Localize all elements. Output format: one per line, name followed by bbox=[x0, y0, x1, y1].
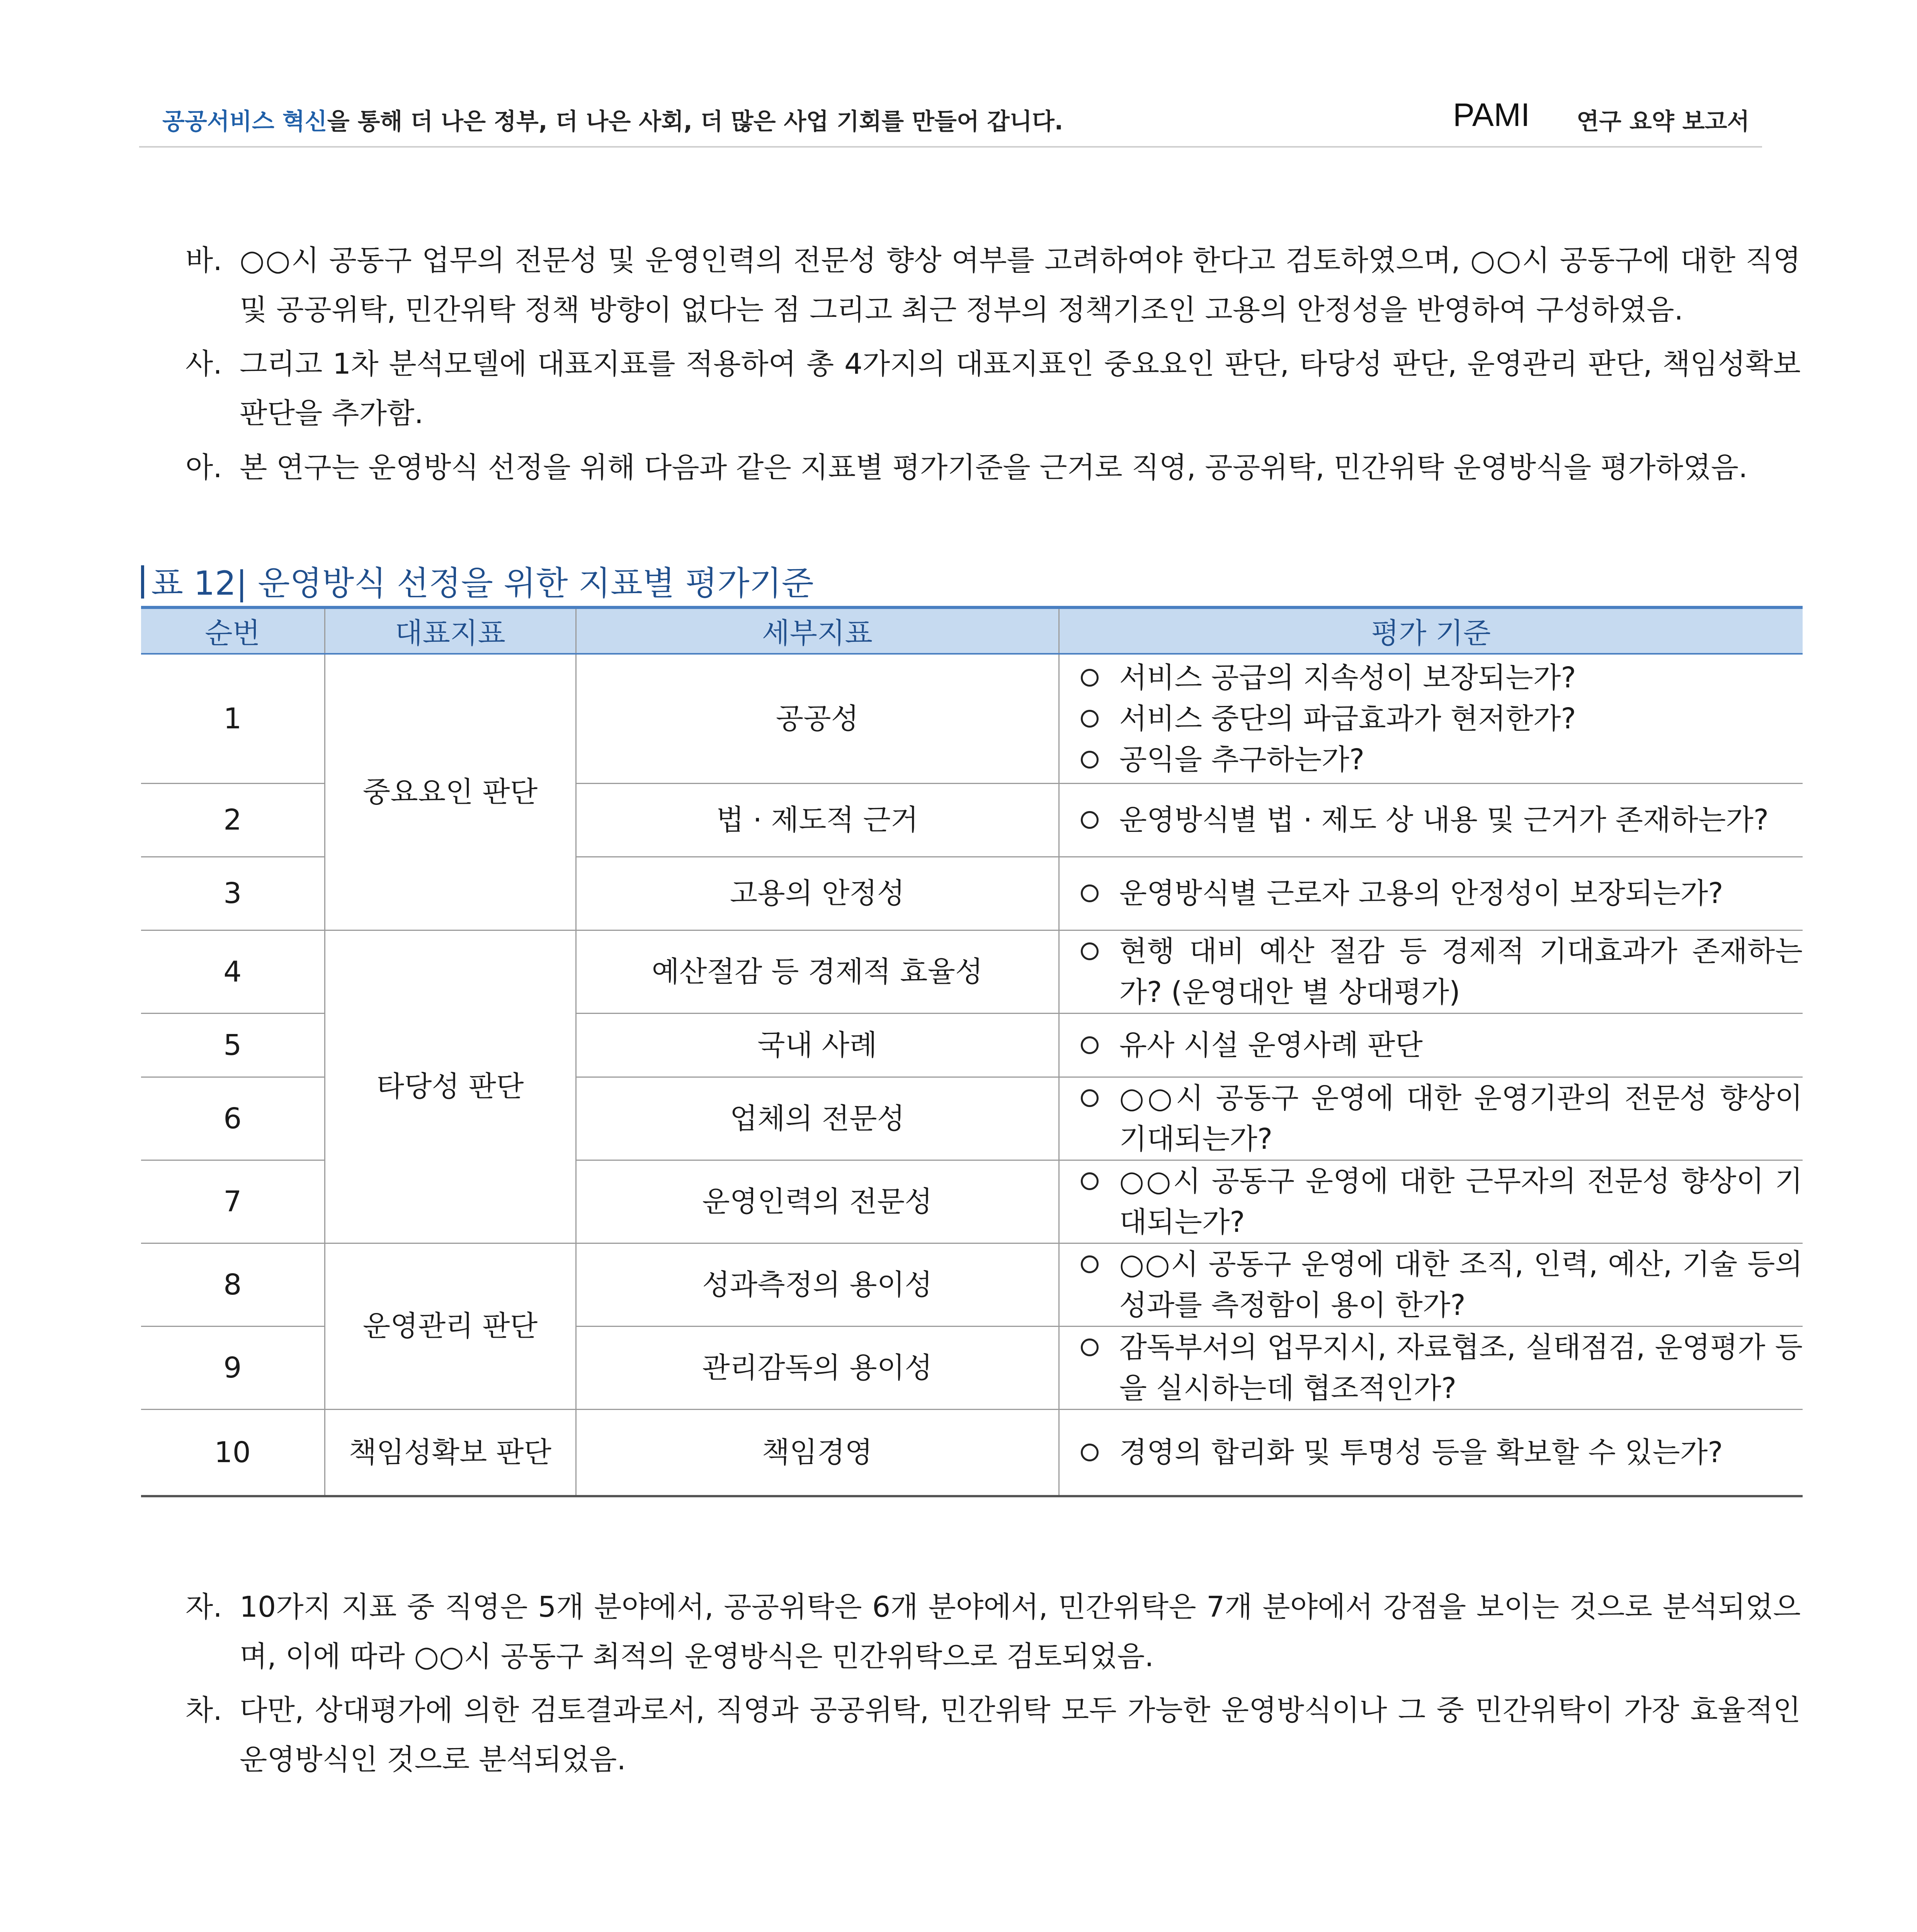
cell-criteria bbox=[1059, 1409, 1803, 1496]
title-bar bbox=[141, 565, 144, 599]
paragraph-ba bbox=[185, 236, 1801, 335]
criteria-item: 서비스 공급의 지속성이 보장되는가? bbox=[1081, 657, 1803, 698]
page-header bbox=[139, 99, 1762, 141]
cell-no: 7 bbox=[141, 1160, 325, 1243]
table-row bbox=[141, 930, 1803, 1013]
cell-sub: 국내 사례 bbox=[576, 1013, 1059, 1077]
criteria-item: 공익을 추구하는가? bbox=[1081, 739, 1803, 780]
cell-sub: 책임경영 bbox=[576, 1409, 1059, 1496]
paragraph-cha bbox=[185, 1685, 1801, 1784]
col-header-sub: 세부지표 bbox=[576, 607, 1059, 654]
cell-no: 4 bbox=[141, 930, 325, 1013]
cell-criteria bbox=[1059, 654, 1803, 783]
paragraph-text: 10가지 지표 중 직영은 5개 분야에서, 공공위탁은 6개 분야에서, 민간위탁은 7개 분야에서 강점을 보이는 것으로 분석되었으며, 이에 따라 ○○시 공동구 최적의 운영방식은 민간위탁으로 검토되었음. bbox=[240, 1590, 1801, 1673]
paragraph-ja bbox=[185, 1582, 1801, 1681]
paragraph-marker: 차. bbox=[185, 1694, 223, 1727]
cell-group: 책임성확보 판단 bbox=[325, 1409, 576, 1496]
cell-group: 중요요인 판단 bbox=[325, 654, 576, 930]
paragraph-text: 다만, 상대평가에 의한 검토결과로서, 직영과 공공위탁, 민간위탁 모두 가능한 운영방식이나 그 중 민간위탁이 가장 효율적인 운영방식인 것으로 분석되었음. bbox=[240, 1694, 1801, 1776]
cell-group: 운영관리 판단 bbox=[325, 1243, 576, 1409]
slogan-rest: 을 통해 더 나은 정부, 더 나은 사회, 더 많은 사업 기회를 만들어 갑니다. bbox=[327, 108, 1063, 135]
cell-criteria bbox=[1059, 1013, 1803, 1077]
cell-criteria bbox=[1059, 1077, 1803, 1160]
evaluation-criteria-table bbox=[141, 606, 1803, 1497]
criteria-item: ○○시 공동구 운영에 대한 운영기관의 전문성 향상이 기대되는가? bbox=[1081, 1078, 1803, 1160]
paragraph-marker: 사. bbox=[185, 347, 223, 381]
paragraph-a bbox=[185, 443, 1801, 492]
criteria-item: 현행 대비 예산 절감 등 경제적 기대효과가 존재하는가? (운영대안 별 상대평가) bbox=[1081, 931, 1803, 1013]
paragraph-sa bbox=[185, 339, 1801, 438]
cell-sub: 운영인력의 전문성 bbox=[576, 1160, 1059, 1243]
paragraph-marker: 자. bbox=[185, 1590, 223, 1624]
paragraph-marker: 바. bbox=[185, 244, 223, 277]
paragraph-text: 그리고 1차 분석모델에 대표지표를 적용하여 총 4가지의 대표지표인 중요요인 판단, 타당성 판단, 운영관리 판단, 책임성확보 판단을 추가함. bbox=[240, 347, 1801, 430]
cell-no: 2 bbox=[141, 783, 325, 857]
criteria-item: 경영의 합리화 및 투명성 등을 확보할 수 있는가? bbox=[1081, 1432, 1803, 1473]
paragraph-text: ○○시 공동구 업무의 전문성 및 운영인력의 전문성 향상 여부를 고려하여야 한다고 검토하였으며, ○○시 공동구에 대한 직영 및 공공위탁, 민간위탁 정책 방향이 없다는 점 그리고 최근 정부의 정책기조인 고용의 안정성을 반영하여 구성하였음. bbox=[240, 244, 1801, 327]
cell-criteria bbox=[1059, 857, 1803, 930]
cell-no: 5 bbox=[141, 1013, 325, 1077]
cell-group: 타당성 판단 bbox=[325, 930, 576, 1243]
header-slogan bbox=[162, 103, 1063, 136]
criteria-item: 서비스 중단의 파급효과가 현저한가? bbox=[1081, 698, 1803, 739]
cell-no: 1 bbox=[141, 654, 325, 783]
cell-criteria bbox=[1059, 1243, 1803, 1326]
col-header-no: 순번 bbox=[141, 607, 325, 654]
cell-criteria bbox=[1059, 930, 1803, 1013]
header-brand: PAMI bbox=[1453, 97, 1530, 133]
table-title-text: 표 12| 운영방식 선정을 위한 지표별 평가기준 bbox=[151, 564, 814, 603]
criteria-item: 운영방식별 근로자 고용의 안정성이 보장되는가? bbox=[1081, 873, 1803, 914]
cell-sub: 고용의 안정성 bbox=[576, 857, 1059, 930]
table-row bbox=[141, 654, 1803, 783]
criteria-item: 운영방식별 법 · 제도 상 내용 및 근거가 존재하는가? bbox=[1081, 799, 1803, 840]
criteria-item: 감독부서의 업무지시, 자료협조, 실태점검, 운영평가 등을 실시하는데 협조적인가? bbox=[1081, 1327, 1803, 1409]
cell-no: 3 bbox=[141, 857, 325, 930]
slogan-accent: 공공서비스 혁신 bbox=[162, 108, 327, 135]
cell-no: 9 bbox=[141, 1326, 325, 1409]
paragraph-text: 본 연구는 운영방식 선정을 위해 다음과 같은 지표별 평가기준을 근거로 직영, 공공위탁, 민간위탁 운영방식을 평가하였음. bbox=[240, 451, 1748, 484]
header-report-type: 연구 요약 보고서 bbox=[1577, 108, 1750, 135]
cell-no: 6 bbox=[141, 1077, 325, 1160]
cell-criteria bbox=[1059, 1160, 1803, 1243]
cell-no: 10 bbox=[141, 1409, 325, 1496]
cell-criteria bbox=[1059, 1326, 1803, 1409]
cell-sub: 업체의 전문성 bbox=[576, 1077, 1059, 1160]
cell-criteria bbox=[1059, 783, 1803, 857]
paragraph-marker: 아. bbox=[185, 451, 223, 484]
cell-sub: 예산절감 등 경제적 효율성 bbox=[576, 930, 1059, 1013]
criteria-item: ○○시 공동구 운영에 대한 근무자의 전문성 향상이 기대되는가? bbox=[1081, 1161, 1803, 1243]
col-header-group: 대표지표 bbox=[325, 607, 576, 654]
criteria-item: ○○시 공동구 운영에 대한 조직, 인력, 예산, 기술 등의 성과를 측정함이 용이 한가? bbox=[1081, 1244, 1803, 1326]
cell-no: 8 bbox=[141, 1243, 325, 1326]
cell-sub: 성과측정의 용이성 bbox=[576, 1243, 1059, 1326]
cell-sub: 법 · 제도적 근거 bbox=[576, 783, 1059, 857]
table-row bbox=[141, 1243, 1803, 1326]
cell-sub: 공공성 bbox=[576, 654, 1059, 783]
table-title bbox=[141, 556, 814, 604]
table-row bbox=[141, 1409, 1803, 1496]
criteria-item: 유사 시설 운영사례 판단 bbox=[1081, 1025, 1803, 1066]
table-header-row bbox=[141, 607, 1803, 654]
header-divider bbox=[139, 146, 1762, 148]
cell-sub: 관리감독의 용이성 bbox=[576, 1326, 1059, 1409]
col-header-criteria: 평가 기준 bbox=[1059, 607, 1803, 654]
